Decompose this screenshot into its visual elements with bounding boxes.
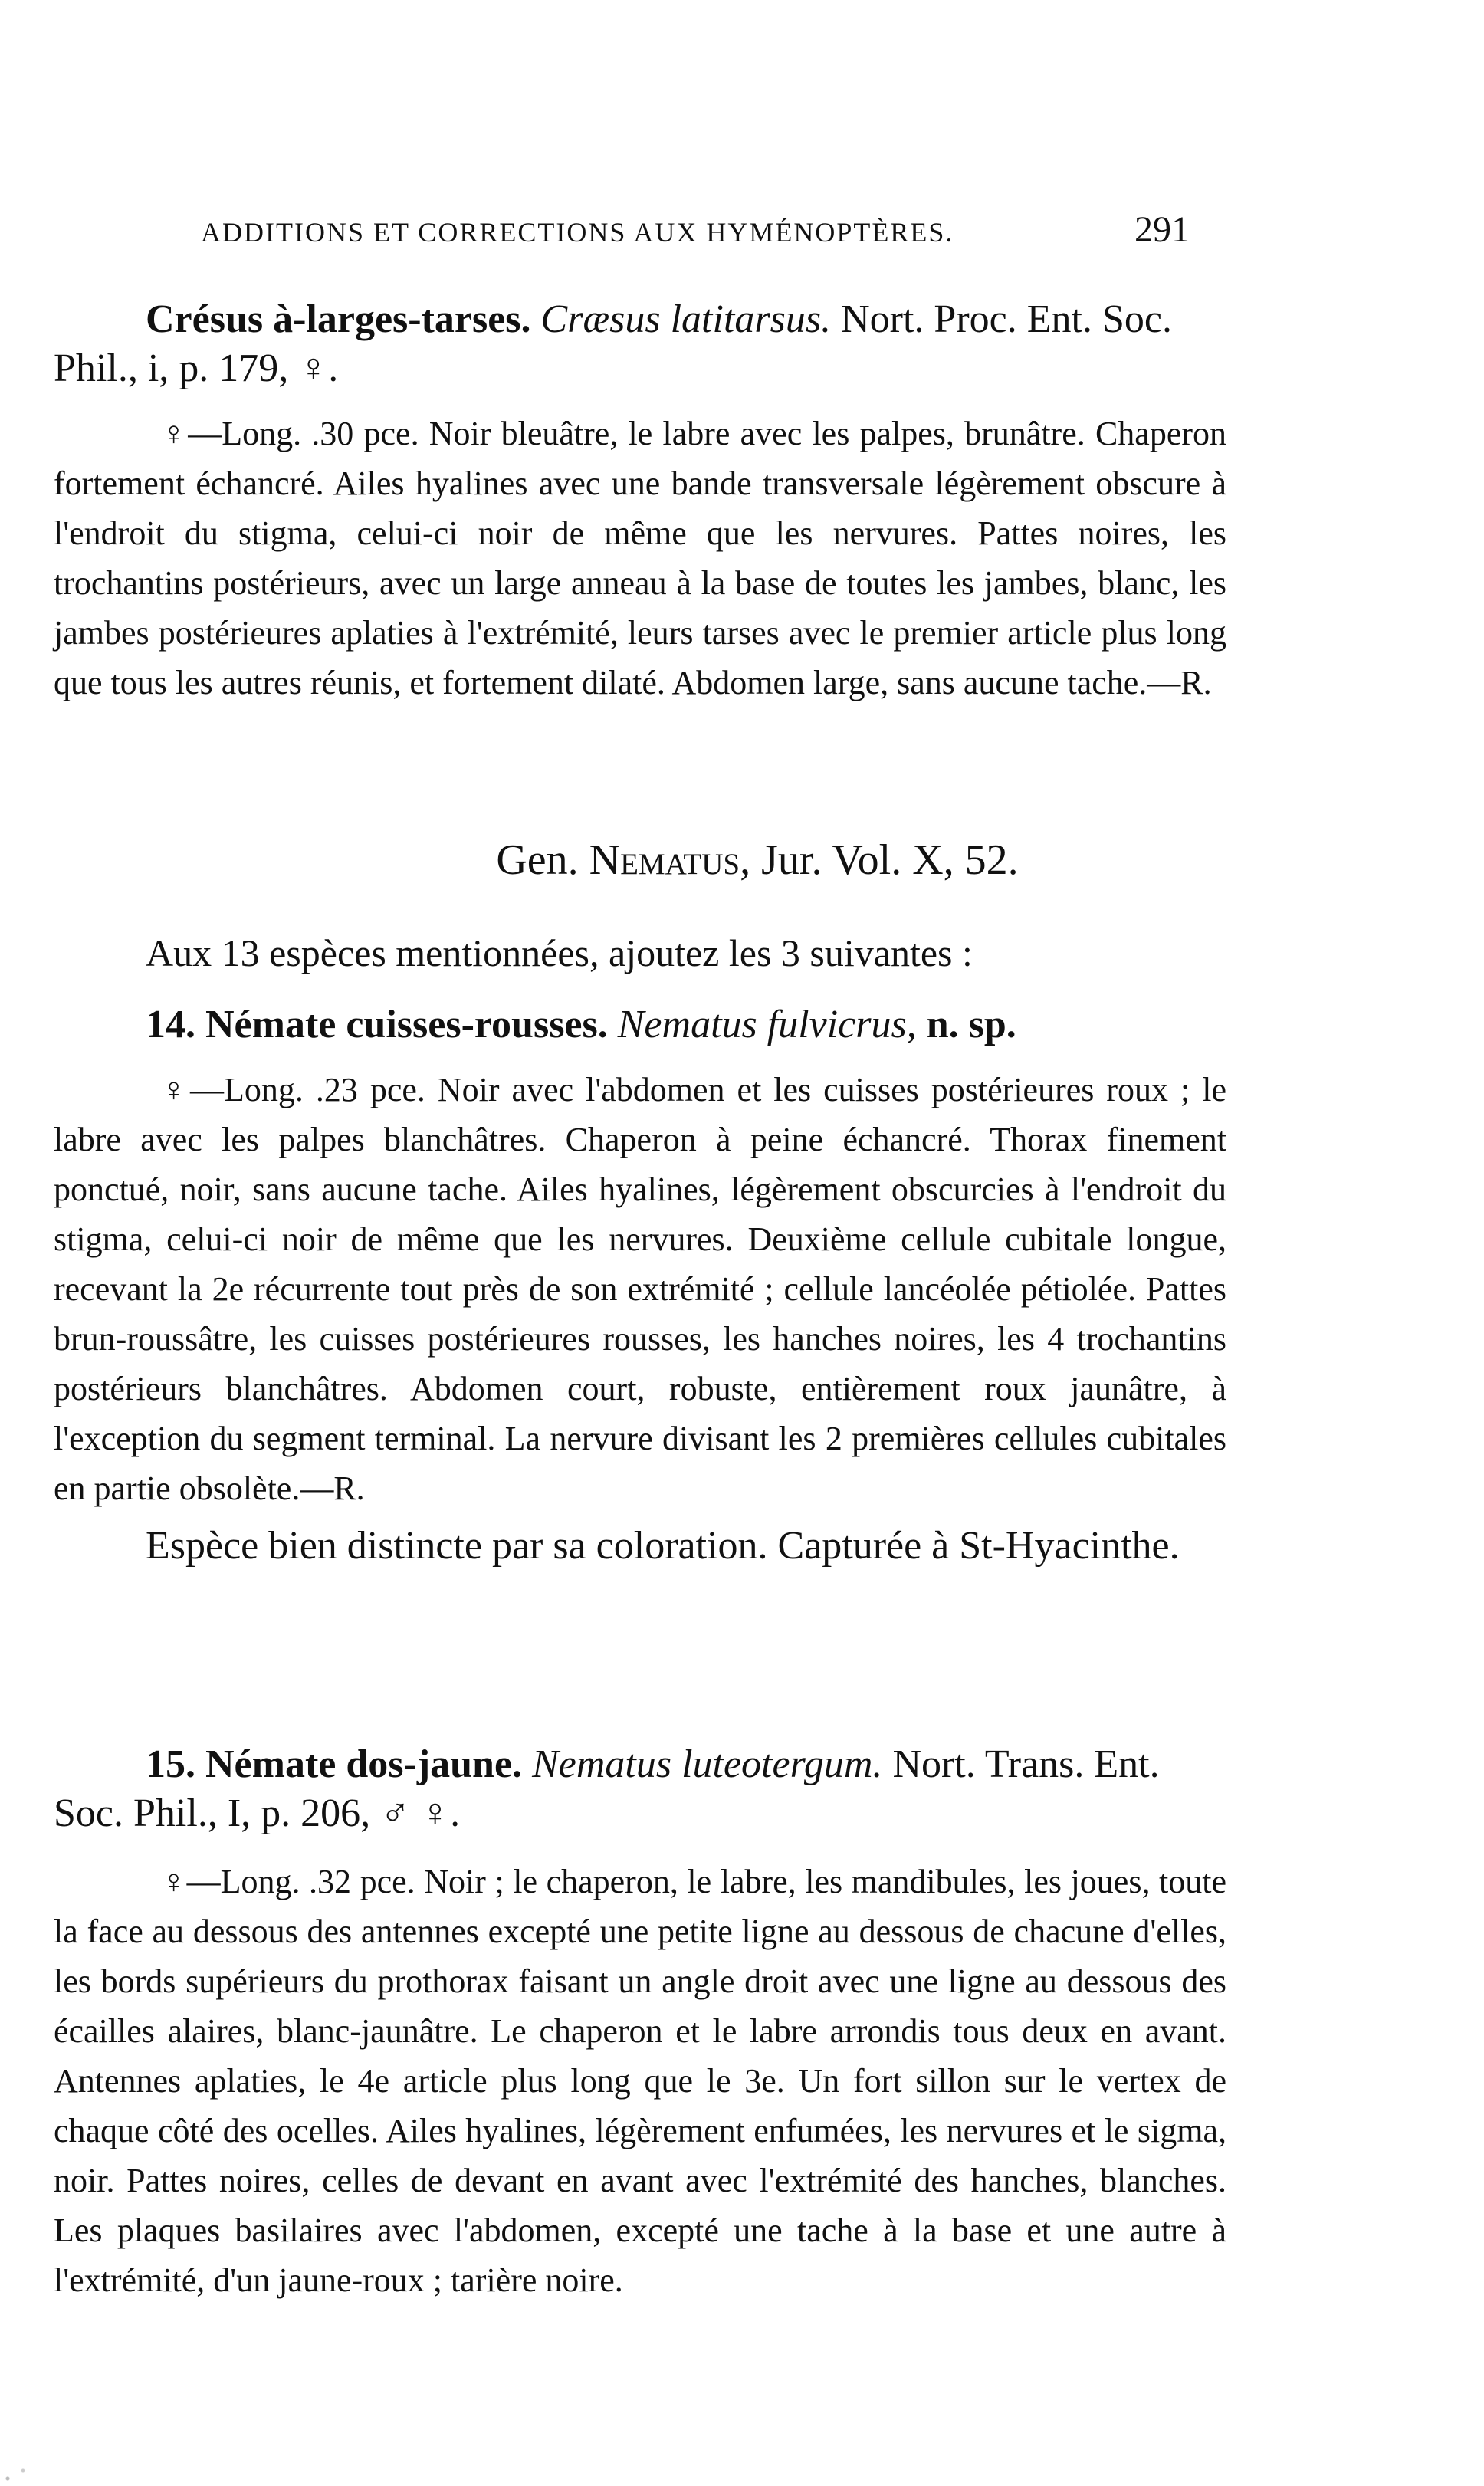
cresus-title xyxy=(54,295,1226,393)
scan-speckle xyxy=(0,2432,54,2486)
cresus-description: ♀—Long. .30 pce. Noir bleuâtre, le labre avec les palpes, brunâtre. Chaperon fortement échancré. Ailes hyalines avec une bande transversale légèrement obscure à l'endroit du stigma, celui-ci noir de même que les nervures. Pattes noires, les trochantins postérieurs, avec un large anneau à la base de toutes les jambes, blanc, les jambes postérieures aplaties à l'extrémité, leurs tarses avec le premier article plus long que tous les autres réunis, et fortement dilaté. Abdomen large, sans aucune tache.—R. xyxy=(54,415,1226,701)
genus-suffix: , Jur. Vol. X, 52. xyxy=(740,836,1019,884)
page-number: 291 xyxy=(1134,209,1190,250)
genus-heading xyxy=(0,836,1484,885)
species-14-note: Espèce bien distincte par sa coloration. Capturée à St-Hyacinthe. xyxy=(146,1524,1180,1568)
species-15-latin-name: Nematus luteotergum. xyxy=(532,1742,883,1786)
genus-name: Nematus xyxy=(589,836,740,884)
species-14-latin-name: Nematus fulvicrus, xyxy=(617,1003,917,1046)
header-title: ADDITIONS ET CORRECTIONS AUX HYMÉNOPTÈRES. xyxy=(201,217,954,248)
cresus-common-name: Crésus à-larges-tarses. xyxy=(146,297,531,341)
species-14-status: n. sp. xyxy=(926,1003,1016,1046)
cresus-latin-name: Cræsus latitarsus. xyxy=(540,297,832,341)
cresus-reference: Nort. Proc. Ent. Soc. Phil., i, p. 179, ♀. xyxy=(54,297,1172,390)
species-15-description: ♀—Long. .32 pce. Noir ; le chaperon, le labre, les mandibules, les joues, toute la face au dessous des antennes excepté une petite ligne au dessous de chacune d'elles, les bords supérieurs du prothorax faisant un angle droit avec une ligne au dessous des écailles alaires, blanc-jaunâtre. Le chaperon et le labre arrondis tous deux en avant. Antennes aplaties, le 4e article plus long que le 3e. Un fort sillon sur le vertex de chaque côté des ocelles. Ailes hyalines, légèrement enfumées, les nervures et le sigma, noir. Pattes noires, celles de devant en avant avec l'extrémité des hanches, blanches. Les plaques basilaires avec l'abdomen, excepté une tache à la base et une autre à l'extrémité, d'un jaune-roux ; tarière noire. xyxy=(54,1863,1226,2299)
species-15-reference: Nort. Trans. Ent. Soc. Phil., I, p. 206, ♂ ♀. xyxy=(54,1742,1160,1835)
intro-line: Aux 13 espèces mentionnées, ajoutez les 3 suivantes : xyxy=(146,931,973,974)
species-15-title xyxy=(54,1740,1226,1838)
genus-prefix: Gen. xyxy=(496,836,579,884)
running-header xyxy=(201,209,1190,250)
species-14-entry xyxy=(54,1000,1226,1571)
species-14-common-name: 14. Némate cuisses-rousses. xyxy=(146,1003,608,1046)
species-15-common-name: 15. Némate dos-jaune. xyxy=(146,1742,523,1786)
intro-block xyxy=(54,928,1226,978)
species-15-entry xyxy=(54,1740,1226,2305)
cresus-entry xyxy=(54,295,1226,708)
species-14-title xyxy=(54,1000,1226,1049)
species-14-description: ♀—Long. .23 pce. Noir avec l'abdomen et les cuisses postérieures roux ; le labre avec les palpes blanchâtres. Chaperon à peine échancré. Thorax finement ponctué, noir, sans aucune tache. Ailes hyalines, légèrement obscurcies à l'endroit du stigma, celui-ci noir de même que les nervures. Deuxième cellule cubitale longue, recevant la 2e récurrente tout près de son extrémité ; cellule lancéolée pétiolée. Pattes brun-roussâtre, les cuisses postérieures rousses, les hanches noires, les 4 trochantins postérieurs blanchâtres. Abdomen court, robuste, entièrement roux jaunâtre, à l'exception du segment terminal. La nervure divisant les 2 premières cellules cubitales en partie obsolète.—R. xyxy=(54,1071,1226,1507)
